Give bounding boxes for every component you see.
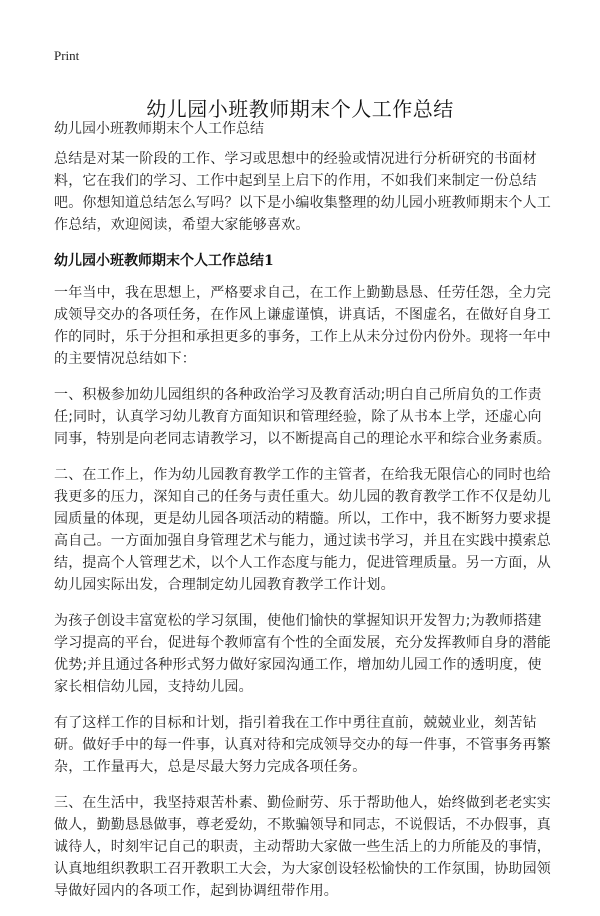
body-paragraph: 二、在工作上，作为幼儿园教育教学工作的主管者，在给我无限信心的同时也给我更多的压力，深知自己的任务与责任重大。幼儿园的教育教学工作不仅是幼儿园质量的体现，更是幼儿园各项活动的精髓。所以，工作中，我不断努力要求提高自己。一方面加强自身管理艺术与能力，通过读书学习，并且在实践中摸索总结，提高个人管理艺术，以个人工作态度与能力，促进管理质量。另一方面，从幼儿园实际出发，合理制定幼儿园教育教学工作计划。 <box>54 467 551 593</box>
intro-paragraph: 总结是对某一阶段的工作、学习或思想中的经验或情况进行分析研究的书面材料，它在我们的学习、工作中起到呈上启下的作用，不如我们来制定一份总结吧。你想知道总结怎么写吗？以下是小编收集整理的幼儿园小班教师期末个人工作总结，欢迎阅读，希望大家能够喜欢。 <box>54 151 551 233</box>
print-link[interactable]: Print <box>54 48 80 63</box>
body-paragraph: 三、在生活中，我坚持艰苦朴素、勤俭耐劳、乐于帮助他人，始终做到老老实实做人，勤勤恳恳做事，尊老爱幼，不欺骗领导和同志，不说假话，不办假事，真诚待人，时刻牢记自己的职责，主动帮助大家做一些生活上的力所能及的事情，认真地组织教职工召开教职工大会，为大家创设轻松愉快的工作氛围，协助园领导做好园内的各项工作，起到协调纽带作用。 <box>54 795 551 899</box>
body-paragraph: 为孩子创设丰富宽松的学习氛围，使他们愉快的掌握知识开发智力;为教师搭建学习提高的平台，促进每个教师富有个性的全面发展，充分发挥教师自身的潜能优势;并且通过各种形式努力做好家园沟通工作，增加幼儿园工作的透明度，使家长相信幼儿园，支持幼儿园。 <box>54 613 551 695</box>
body-paragraph: 一年当中，我在思想上，严格要求自己，在工作上勤勤恳恳、任劳任怨，全力完成领导交办的各项任务，在作风上谦虚谨慎，讲真话，不图虚名，在做好自身工作的同时，乐于分担和承担更多的事务，工作上从未分过份内份外。现将一年中的主要情况总结如下： <box>54 285 551 367</box>
body-paragraph: 一、积极参加幼儿园组织的各种政治学习及教育活动;明白自己所肩负的工作责任;同时，认真学习幼儿教育方面知识和管理经验，除了从书本上学，还虚心向同事，特别是向老同志请教学习，以不断提高自己的理论水平和综合业务素质。 <box>54 387 551 447</box>
body-paragraph: 有了这样工作的目标和计划，指引着我在工作中勇往直前，兢兢业业，刻苦钻研。做好手中的每一件事，认真对待和完成领导交办的每一件事，不管事务再繁杂，工作量再大，总是尽最大努力完成各项任务。 <box>54 715 551 775</box>
document-body <box>54 148 554 916</box>
document-title: 幼儿园小班教师期末个人工作总结 <box>146 97 454 122</box>
document-subtitle: 幼儿园小班教师期末个人工作总结 <box>54 121 264 137</box>
section-heading: 幼儿园小班教师期末个人工作总结1 <box>54 253 274 269</box>
